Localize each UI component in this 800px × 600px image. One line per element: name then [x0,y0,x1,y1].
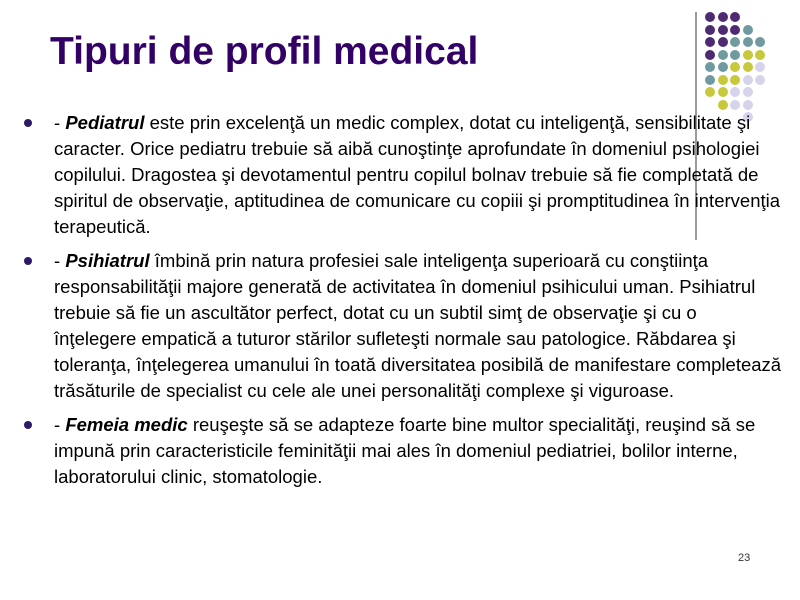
bullet-icon [24,119,32,127]
bullet-icon [24,257,32,265]
bullet-item-pediatrul [22,110,782,240]
decorative-dot [718,62,728,72]
decorative-dot [755,37,765,47]
decorative-dot [755,75,765,85]
decorative-dot [705,37,715,47]
decorative-dot [743,25,753,35]
decorative-dot [743,87,753,97]
decorative-dot [730,25,740,35]
decorative-dot [755,50,765,60]
decorative-dot [730,87,740,97]
bullet-prefix: - [54,250,66,271]
decorative-dot [730,50,740,60]
decorative-dot [718,25,728,35]
decorative-dot [743,100,753,110]
bullet-item-femeia-medic [22,412,782,490]
bullet-term: Pediatrul [65,112,145,133]
decorative-dot [743,62,753,72]
decorative-dot [755,62,765,72]
slide-title: Tipuri de profil medical [50,30,479,73]
decorative-dot [705,87,715,97]
bullet-icon [24,421,32,429]
decorative-dot [730,37,740,47]
bullet-text: reuşeşte să se adapteze foarte bine multor specialităţi, reuşind să se impună prin caracteristicile feminităţii mai ales în domeniul pediatriei, bolilor interne, laboratorului clinic, stomatologie. [54,414,756,487]
bullet-term: Psihiatrul [65,250,150,271]
decorative-dot [705,12,715,22]
decorative-dot-grid [705,12,800,122]
decorative-dot [730,62,740,72]
bullet-item-psihiatrul [22,248,782,404]
decorative-dot [718,12,728,22]
decorative-dot [705,25,715,35]
decorative-dot [743,50,753,60]
decorative-dot [730,75,740,85]
decorative-dot [705,50,715,60]
decorative-dot [743,75,753,85]
decorative-dot [718,87,728,97]
decorative-dot [718,75,728,85]
bullet-term: Femeia medic [65,414,188,435]
decorative-dot [718,50,728,60]
decorative-dot [705,62,715,72]
decorative-dot [718,37,728,47]
bullet-prefix: - [54,414,66,435]
decorative-dot [743,37,753,47]
bullet-list [22,110,782,498]
decorative-dot [705,75,715,85]
bullet-prefix: - [54,112,66,133]
decorative-dot [718,100,728,110]
bullet-text: îmbină prin natura profesiei sale inteligenţa superioară cu conştiinţa responsabilităţii majore generată de activitatea în domeniul psihicului uman. Psihiatrul trebuie să fie un ascultător perfect, dotat cu un subtil simţ de observaţie şi cu o înţelegere empatică a tuturor stărilor sufleteşti normale sau patologice. Răbdarea şi toleranţa, înţelegerea umanului în toată diversitatea posibilă de manifestare completează trăsăturile de specialist cu cele ale unei personalităţi complexe şi viguroase. [54,250,782,401]
page-number: 23 [738,552,751,564]
bullet-text: este prin excelenţă un medic complex, dotat cu inteligenţă, sensibilitate şi caracter. Orice pediatru trebuie să aibă cunoştinţe aprofundate în domeniul psihologiei copilului. Dragostea şi devotamentul pentru copilul bolnav trebuie să fie completată de spiritul de observaţie, aptitudinea de comunicare cu copiii şi promptitudinea în intervenţia terapeutică. [54,112,781,237]
decorative-dot [730,12,740,22]
decorative-dot [730,100,740,110]
